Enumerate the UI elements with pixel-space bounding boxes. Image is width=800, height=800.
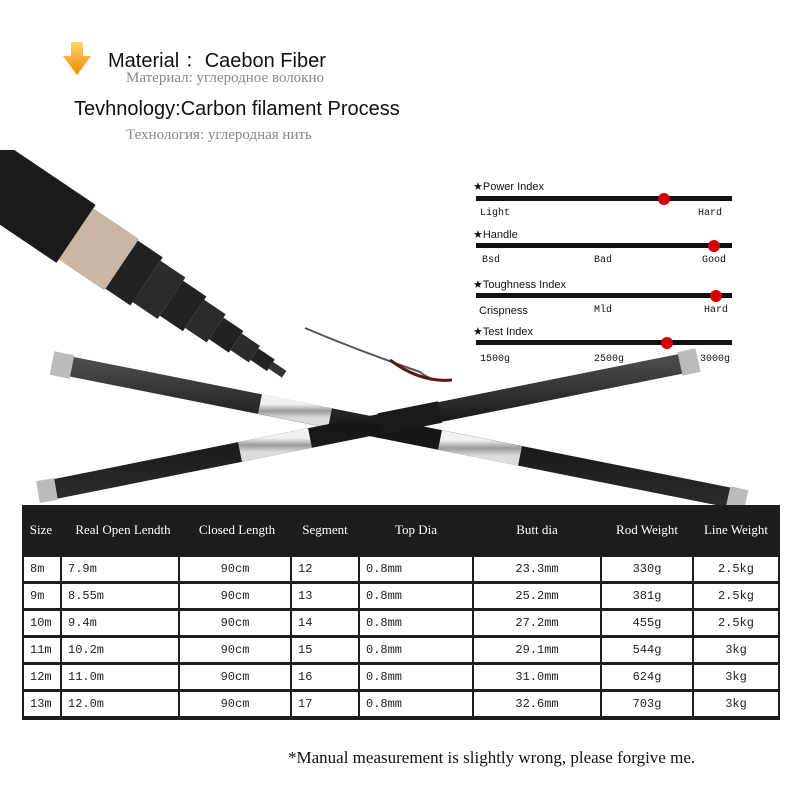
cell-closed-length: 90cm [180, 557, 290, 581]
handle-marker [708, 240, 720, 252]
test-index-marker [661, 337, 673, 349]
test-label-2500g: 2500g [594, 354, 625, 365]
cell-line-weight: 3kg [694, 692, 778, 716]
column-header-real-open-length: Real Open Lendth [75, 522, 171, 537]
cell-real-open-length: 8.55m [62, 584, 178, 608]
technology-translation: Технология: углеродная нить [126, 127, 312, 143]
toughness-label-hard: Hard [704, 305, 729, 316]
down-arrow-icon [62, 42, 92, 76]
cell-rod-weight: 330g [602, 557, 692, 581]
cell-top-dia: 0.8mm [360, 692, 472, 716]
cell-segment: 16 [292, 665, 358, 689]
column-header-line-weight: Line Weight [703, 522, 769, 537]
test-index-bar [476, 340, 732, 345]
technology-heading: Tevhnology:Carbon filament Process [74, 98, 400, 120]
cell-line-weight: 3kg [694, 638, 778, 662]
cell-top-dia: 0.8mm [360, 611, 472, 635]
cell-real-open-length: 11.0m [62, 665, 178, 689]
cell-segment: 14 [292, 611, 358, 635]
cell-butt-dia: 27.2mm [474, 611, 600, 635]
power-index-title: ★Power Index [473, 181, 545, 193]
toughness-index-title: ★Toughness Index [473, 279, 567, 291]
cell-segment: 15 [292, 638, 358, 662]
column-header-top-dia: Top Dia [394, 522, 438, 537]
column-header-rod-weight: Rod Weight [616, 522, 678, 537]
cell-butt-dia: 29.1mm [474, 638, 600, 662]
cell-size: 10m [24, 611, 60, 635]
test-index-title: ★Test Index [473, 326, 534, 338]
material-heading: Material ：Caebon Fiber [108, 50, 326, 72]
cell-top-dia: 0.8mm [360, 665, 472, 689]
cell-top-dia: 0.8mm [360, 638, 472, 662]
power-index-bar [476, 196, 732, 201]
cell-line-weight: 3kg [694, 665, 778, 689]
cell-butt-dia: 25.2mm [474, 584, 600, 608]
rod-left [52, 363, 746, 501]
handle-bar [476, 243, 732, 248]
fishing-rod-image [0, 150, 800, 510]
cell-size: 11m [24, 638, 60, 662]
cell-segment: 12 [292, 557, 358, 581]
cell-closed-length: 90cm [180, 584, 290, 608]
column-header-segment: Segment [302, 522, 348, 537]
test-label-1500g: 1500g [480, 354, 511, 365]
handle-label-bad: Bad [594, 255, 613, 266]
test-label-3000g: 3000g [700, 354, 731, 365]
cell-rod-weight: 544g [602, 638, 692, 662]
cell-closed-length: 90cm [180, 665, 290, 689]
rod-closeup [0, 150, 304, 403]
cell-butt-dia: 32.6mm [474, 692, 600, 716]
cell-butt-dia: 23.3mm [474, 557, 600, 581]
cell-line-weight: 2.5kg [694, 584, 778, 608]
cell-real-open-length: 7.9m [62, 557, 178, 581]
cell-line-weight: 2.5kg [694, 611, 778, 635]
cell-closed-length: 90cm [180, 638, 290, 662]
power-index-marker [658, 193, 670, 205]
footnote: *Manual measurement is slightly wrong, please forgive me. [288, 748, 696, 767]
toughness-index-bar [476, 293, 732, 298]
column-header-closed-length: Closed Length [198, 522, 276, 537]
power-label-light: Light [480, 208, 511, 219]
cell-size: 8m [24, 557, 60, 581]
cell-rod-weight: 455g [602, 611, 692, 635]
toughness-label-crispness: Crispness [479, 305, 528, 317]
column-header-butt-dia: Butt dia [516, 522, 558, 537]
cell-size: 12m [24, 665, 60, 689]
handle-label-bsd: Bsd [482, 255, 501, 266]
power-label-hard: Hard [698, 208, 723, 219]
toughness-index-marker [710, 290, 722, 302]
cell-real-open-length: 12.0m [62, 692, 178, 716]
cell-rod-weight: 381g [602, 584, 692, 608]
handle-title: ★Handle [473, 229, 518, 241]
cell-real-open-length: 9.4m [62, 611, 178, 635]
cell-size: 9m [24, 584, 60, 608]
column-header-size: Size [29, 522, 53, 537]
cell-closed-length: 90cm [180, 611, 290, 635]
cell-size: 13m [24, 692, 60, 716]
material-translation: Материал: углеродное волокно [126, 70, 324, 86]
cell-segment: 17 [292, 692, 358, 716]
handle-label-good: Good [702, 255, 727, 266]
cell-real-open-length: 10.2m [62, 638, 178, 662]
cell-segment: 13 [292, 584, 358, 608]
cell-top-dia: 0.8mm [360, 557, 472, 581]
cell-closed-length: 90cm [180, 692, 290, 716]
cell-line-weight: 2.5kg [694, 557, 778, 581]
cell-rod-weight: 624g [602, 665, 692, 689]
toughness-label-mld: Mld [594, 305, 613, 316]
cell-butt-dia: 31.0mm [474, 665, 600, 689]
cell-rod-weight: 703g [602, 692, 692, 716]
cell-top-dia: 0.8mm [360, 584, 472, 608]
